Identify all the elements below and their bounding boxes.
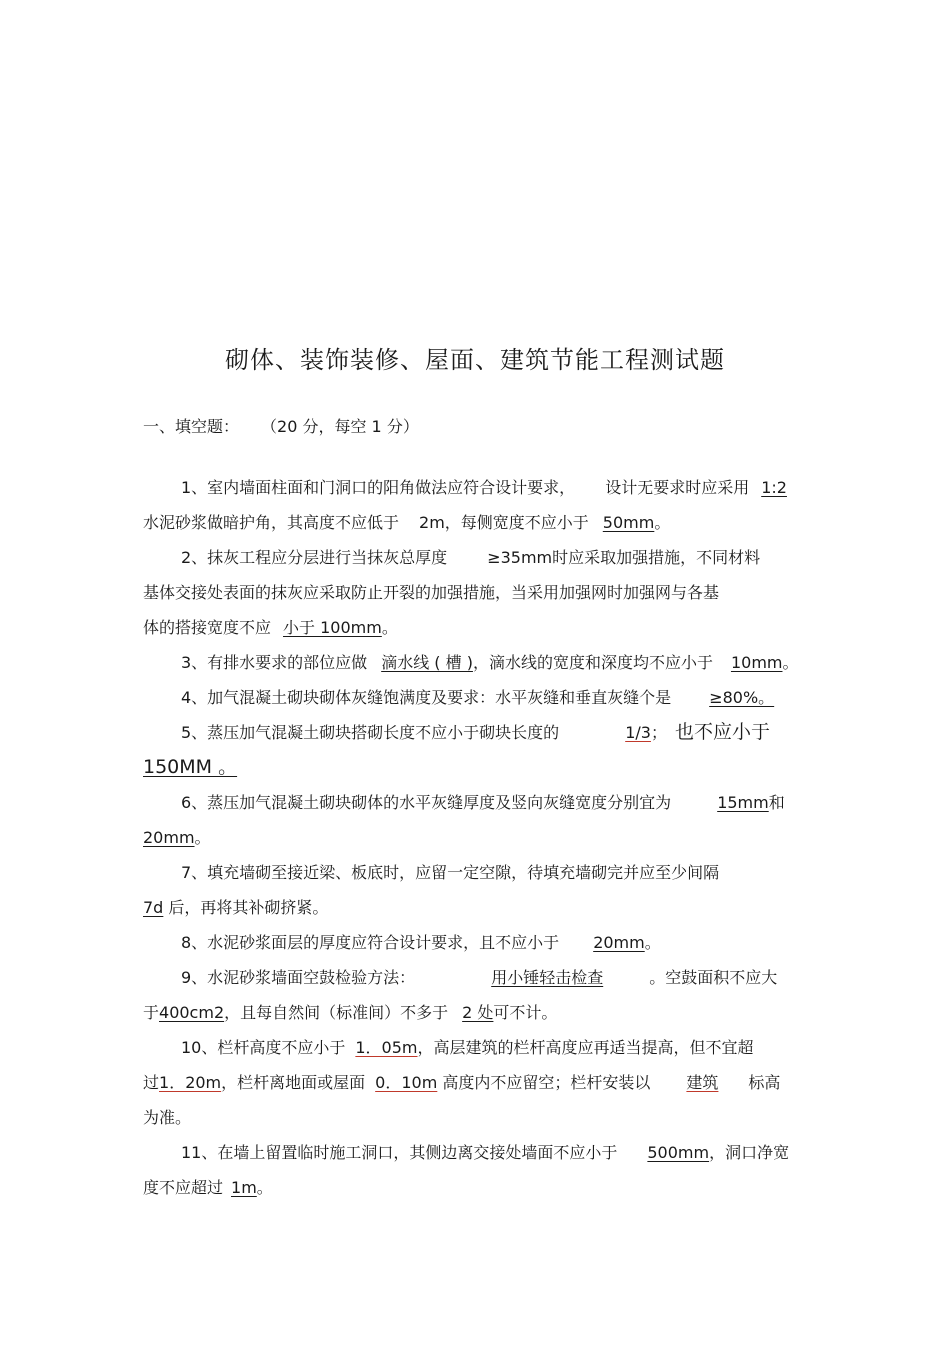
question-9-line-1: 9、水泥砂浆墙面空鼓检验方法： 用小锤轻击检查 。空鼓面积不应大 [181, 968, 778, 987]
section-note: （20 分，每空 1 分） [261, 417, 419, 436]
answer: 7d [143, 898, 164, 917]
answer: 用小锤轻击检查 [491, 968, 604, 987]
answer: 1．05m [355, 1038, 418, 1057]
question-3: 3、有排水要求的部位应做 滴水线 ( 槽 )，滴水线的宽度和深度均不应小于 10mm。 [181, 653, 799, 672]
question-7-line-1: 7、填充墙砌至接近梁、板底时，应留一定空隙，待填充墙砌完并应至少间隔 [181, 863, 720, 882]
question-10-line-2: 过1．20m，栏杆离地面或屋面 0．10m 高度内不应留空；栏杆安装以 建筑 标高 [143, 1073, 781, 1092]
answer: 1:2 [761, 478, 787, 497]
answer: 建筑 [686, 1073, 719, 1092]
answer: 0．10m [375, 1073, 438, 1092]
document-title: 砌体、装饰装修、屋面、建筑节能工程测试题 [225, 346, 725, 374]
question-2-line-1: 2、抹灰工程应分层进行当抹灰总厚度 ≥35mm时应采取加强措施，不同材料 [181, 548, 761, 567]
answer: 15mm [717, 793, 769, 812]
answer: 50mm [602, 513, 655, 532]
question-2-line-3: 体的搭接宽度不应 小于 100mm。 [143, 618, 398, 637]
answer: 500mm [647, 1143, 710, 1162]
answer: 1/3 [625, 723, 651, 742]
answer: 20mm [143, 828, 195, 847]
question-11-line-1: 11、在墙上留置临时施工洞口，其侧边离交接处墙面不应小于 500mm，洞口净宽 [181, 1143, 790, 1162]
question-8: 8、水泥砂浆面层的厚度应符合设计要求，且不应小于 20mm。 [181, 933, 661, 952]
question-1-line-1: 1、室内墙面柱面和门洞口的阳角做法应符合设计要求， 设计无要求时应采用 1:2 [181, 478, 787, 497]
answer: 20mm [593, 933, 645, 952]
answer: 1m [231, 1178, 257, 1197]
answer: 1．20m [159, 1073, 222, 1092]
question-1-line-2: 水泥砂浆做暗护角，其高度不应低于 2m，每侧宽度不应小于 50mm。 [143, 513, 671, 532]
answer: 10mm [730, 653, 783, 672]
question-6-line-2: 20mm。 [143, 828, 211, 847]
question-5-line-2 [143, 750, 843, 785]
section-label: 一、填空题： [143, 417, 240, 436]
question-6-line-1: 6、蒸压加气混凝土砌块砌体的水平灰缝厚度及竖向灰缝宽度分别宜为 15mm和 [181, 793, 785, 812]
answer: 400cm2 [159, 1003, 225, 1022]
answer: 2 处 [462, 1003, 494, 1022]
question-7-line-2: 7d 后，再将其补砌挤紧。 [143, 898, 329, 917]
question-11-line-2: 度不应超过 1m。 [143, 1178, 273, 1197]
question-10-line-3: 为准。 [143, 1108, 192, 1127]
question-9-line-2: 于400cm2，且每自然间（标准间）不多于 2 处可不计。 [143, 1003, 558, 1022]
question-4: 4、加气混凝土砌块砌体灰缝饱满度及要求：水平灰缝和垂直灰缝个是 ≥80%。 [181, 688, 775, 707]
answer: 2m [419, 513, 445, 532]
question-list [143, 470, 843, 1205]
answer: ≥80%。 [709, 688, 775, 707]
answer: 150MM 。 [143, 756, 238, 778]
question-2-line-2: 基体交接处表面的抹灰应采取防止开裂的加强措施，当采用加强网时加强网与各基 [143, 583, 720, 602]
question-5-line-1: 5、蒸压加气混凝土砌块搭砌长度不应小于砌块长度的 1/3； 也不应小于 [181, 721, 770, 743]
question-10-line-1: 10、栏杆高度不应小于 1．05m，高层建筑的栏杆高度应再适当提高，但不宜超 [181, 1038, 754, 1057]
section-heading [143, 414, 419, 437]
answer: 滴水线 ( 槽 ) [381, 653, 473, 672]
answer: 小于 100mm [283, 618, 382, 637]
